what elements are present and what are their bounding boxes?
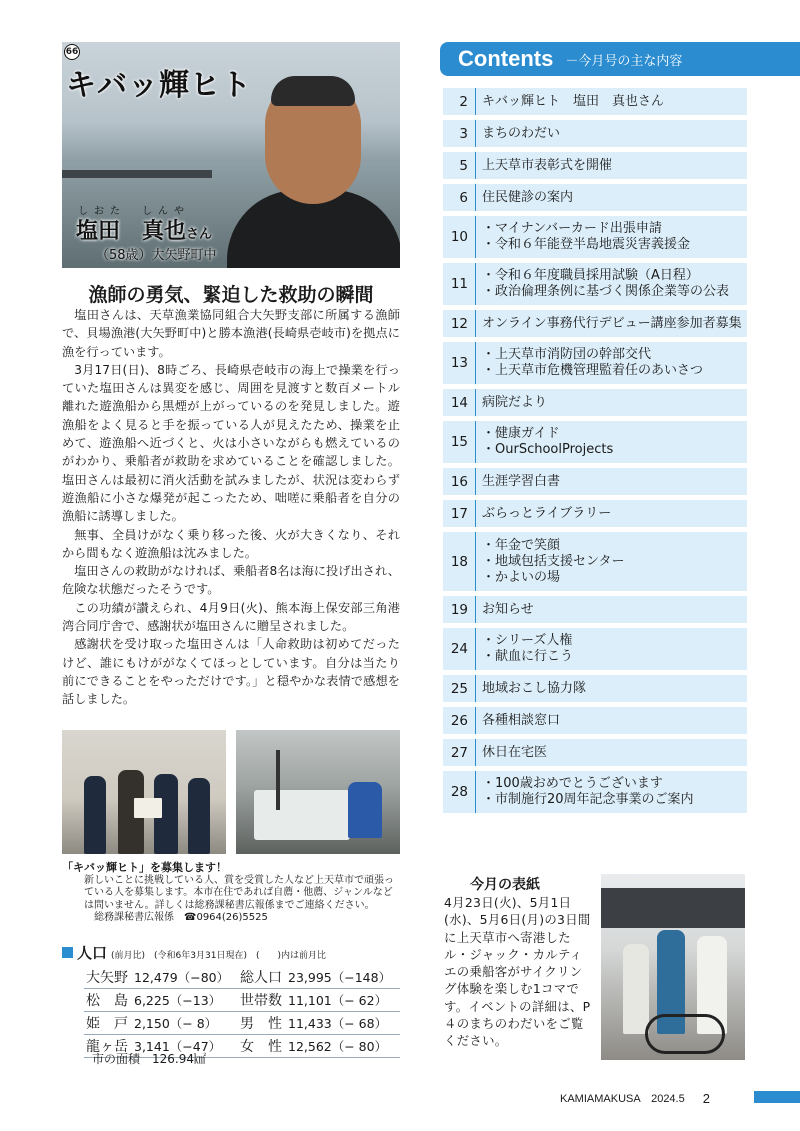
contents-subtitle: －今月号の主な内容 [565,53,683,69]
toc-item[interactable]: 5 上天草市表彰式を開催 [443,152,747,179]
table-row: 姫 戸 2,150（− 8） 男 性 11,433（− 68） [84,1012,400,1035]
article-paragraph: 感謝状を受け取った塩田さんは「人命救助は初めてだったけど、誰にもけががなくてほっとしています。自分は当たり前にできることをやっただけです。」と穏やかな表情で感想を話しました。 [62,637,400,707]
toc-page: 2 [443,88,476,115]
toc-item[interactable]: 24 ・シリーズ人権 ・献血に行こう [443,628,747,670]
toc-page: 15 [443,421,476,463]
toc-item[interactable]: 18 ・年金で笑顔 ・地域包括支援センター ・かよいの場 [443,532,747,591]
city-area: 市の面積 126.94㎢ [92,1052,206,1066]
table-of-contents [443,88,747,818]
boat-deck-photo [236,730,400,854]
article-paragraph: 塩田さんの救助がなければ、乗船者8名は海に投げ出され、危険な状態だったそうです。 [62,564,400,597]
toc-page: 5 [443,152,476,179]
contents-title: Contents [458,46,554,71]
population-table [84,966,400,1058]
toc-page: 11 [443,263,476,305]
series-logo: キバッ輝ヒト [66,68,252,103]
cover-title: 今月の表紙 [470,877,540,893]
toc-page: 10 [443,216,476,258]
cover-description: 4月23日(火)、5月1日(水)、5月6日(月)の3日間に上天草市へ寄港したル・ジャック・カルティエの乗船客がサイクリング体験を楽しむ1コマです。イベントの詳細は、P４のまちのわだいをご覧ください。 [444,895,591,1049]
population-note: (前月比) (令和6年3月31日現在) ( )内は前月比 [111,951,326,961]
ceremony-photo [62,730,226,854]
toc-page: 26 [443,707,476,734]
toc-page: 17 [443,500,476,527]
toc-item[interactable]: 12 オンライン事務代行デビュー講座参加者募集 [443,310,747,337]
series-number-badge: 66 [64,44,80,60]
person-age-place: （58歳）大矢野町中 [96,248,217,263]
toc-item[interactable]: 3 まちのわだい [443,120,747,147]
article-headline: 漁師の勇気、緊迫した救助の瞬間 [88,284,374,306]
toc-item[interactable]: 15 ・健康ガイド ・OurSchoolProjects [443,421,747,463]
toc-item[interactable]: 16 生涯学習白書 [443,468,747,495]
toc-item[interactable]: 28 ・100歳おめでとうございます ・市制施行20周年記念事業のご案内 [443,771,747,813]
toc-item[interactable]: 11 ・令和６年度職員採用試験（A日程） ・政治倫理条例に基づく関係企業等の公表 [443,263,747,305]
toc-page: 19 [443,596,476,623]
recruit-notice [62,862,400,925]
article-paragraph: 3月17日(日)、8時ごろ、長崎県壱岐市の海上で操業を行っていた塩田さんは異変を感じ、周囲を見渡すと数百メートル離れた遊漁船から黒煙が上がっているのを発見しました。遊漁船をよく見ると手を振っている人が見えたため、操業を止めて、遊漁船へ近づくと、火は小さいながらも燃えているのがわかり、乗船者が救助を求めていることを確認しました。塩田さんは最初に消火活動を試みましたが、状況は変わらず遊漁船に小さな爆発が起こったため、咄嗟に乗船者を自分の漁船に誘導しました。 [62,362,400,524]
article-paragraph: この功績が讃えられ、4月9日(火)、熊本海上保安部三角港湾合同庁舎で、感謝状が塩田さんに贈呈されました。 [62,600,400,634]
table-row: 松 島 6,225（−13） 世帯数 11,101（− 62） [84,989,400,1012]
toc-item[interactable]: 25 地域おこし協力隊 [443,675,747,702]
recruit-text: 新しいことに挑戦している人、賞を受賞した人など上天草市で頑張っている人を募集します。本市在住であれば自薦・他薦、ジャンルなどは問いません。詳しくは総務課秘書広報係までご連絡ください。 [84,874,394,911]
publication-label: KAMIAMAKUSA 2024.5 [560,1093,685,1105]
portrait-figure [237,70,387,268]
contents-banner [440,42,800,76]
population-label: 人口 [77,944,108,962]
toc-page: 27 [443,739,476,766]
toc-item[interactable]: 2 キバッ輝ヒト 塩田 真也さん [443,88,747,115]
toc-page: 18 [443,532,476,591]
table-row: 大矢野 12,479（−80） 総人口 23,995（−148） [84,966,400,989]
toc-item[interactable]: 14 病院だより [443,389,747,416]
article-paragraph: 無事、全員けがなく乗り移った後、火が大きくなり、それから間もなく遊漁船は沈みました。 [62,527,400,560]
page-footer [560,1090,710,1106]
person-name: 塩田 真也さん [76,219,213,244]
toc-page: 24 [443,628,476,670]
toc-item[interactable]: 17 ぶらっとライブラリー [443,500,747,527]
toc-page: 3 [443,120,476,147]
cover-photo [601,874,745,1060]
page-number: 2 [702,1090,710,1106]
toc-item[interactable]: 26 各種相談窓口 [443,707,747,734]
toc-page: 6 [443,184,476,211]
article-paragraph: 塩田さんは、天草漁業協同組合大矢野支部に所属する漁師で、貝場漁港(大矢野町中)と勝本漁港(長崎県壱岐市)を拠点に漁を行っています。 [62,308,400,359]
toc-item[interactable]: 27 休日在宅医 [443,739,747,766]
toc-page: 28 [443,771,476,813]
article-body [62,306,400,709]
population-header [62,942,326,963]
toc-page: 13 [443,342,476,384]
toc-item[interactable]: 19 お知らせ [443,596,747,623]
toc-page: 25 [443,675,476,702]
footer-accent-bar [754,1091,800,1103]
toc-item[interactable]: 13 ・上天草市消防団の幹部交代 ・上天草市危機管理監着任のあいさつ [443,342,747,384]
toc-page: 14 [443,389,476,416]
recruit-title: 「キバッ輝ヒト」を募集します！ [62,861,227,874]
toc-item[interactable]: 10 ・マイナンバーカード出張申請 ・令和６年能登半島地震災害義援金 [443,216,747,258]
name-ruby: しおた しんや [78,206,190,217]
recruit-contact: 総務課秘書広報係 ☎0964(26)5525 [94,912,268,923]
toc-item[interactable]: 6 住民健診の案内 [443,184,747,211]
toc-page: 16 [443,468,476,495]
square-bullet-icon [62,947,73,958]
toc-page: 12 [443,310,476,337]
table-row: 龍ヶ岳 3,141（−47） 女 性 12,562（− 80） [84,1035,400,1058]
pier [62,170,212,178]
